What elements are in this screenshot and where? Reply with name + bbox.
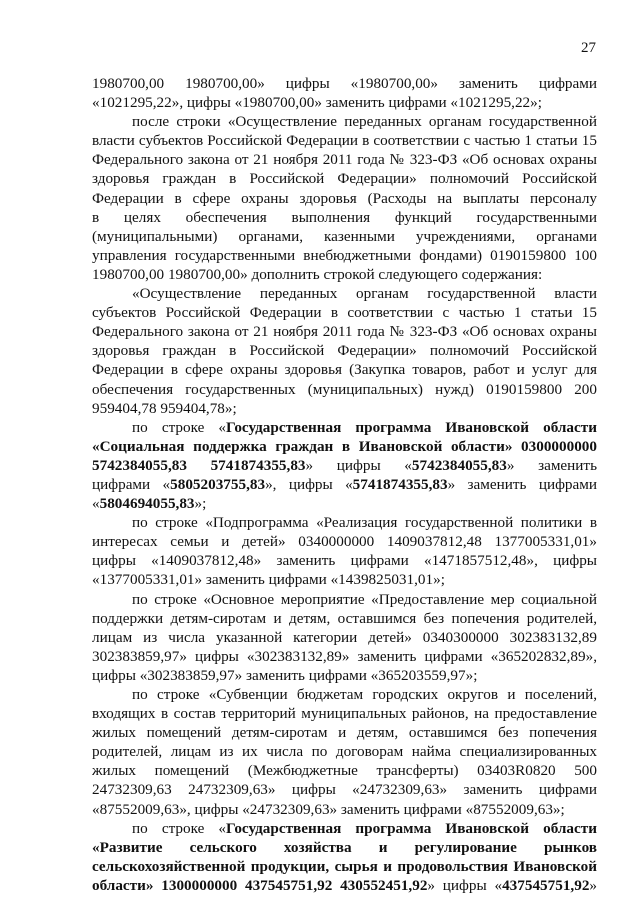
text-line: родителей, лицам из их числа по договорам найма специализированных [92,743,597,761]
text-line: после строки «Осуществление переданных органам государственной [132,113,597,131]
text-line: 1980700,00 1980700,00» цифры «1980700,00» заменить цифрами [92,75,597,92]
text-line: интересах семьи и детей» 0340000000 1409037812,48 1377005331,01» [92,533,597,551]
text-line: 24732309,63 24732309,63» цифры «24732309,63» заменить цифрами [92,781,597,799]
text-line: по строке «Подпрограмма «Реализация государственной политики в [132,514,597,532]
text-line: по строке «Государственная программа Ивановской области [132,819,597,837]
text-line: Федерального закона от 21 ноября 2011 года № 323-ФЗ «Об основах охраны [92,323,597,341]
text-line: «Развитие сельского хозяйства и регулирование рынков [92,838,597,856]
text-line: (муниципальными) органами, казенными учреждениями, органами [92,227,597,245]
text-line: 5742384055,83 5741874355,83» цифры «5742384055,83» заменить [92,456,597,474]
text-line: области» 1300000000 437545751,92 430552451,92» цифры «437545751,92» [92,876,597,894]
document-body [92,74,597,895]
text-line: цифры «1409037812,48» заменить цифрами «1471857512,48», цифры [92,552,597,570]
text-line: жилых помещений (Межбюджетные трансферты) 03403R0820 500 [92,762,597,780]
text-line: «Социальная поддержка граждан в Ивановской области» 0300000000 [92,437,597,455]
text-line: здоровья граждан в Российской Федерации» полномочий Российской [92,342,597,360]
text-line: власти субъектов Российской Федерации в соответствии с частью 1 статьи 15 [92,132,597,150]
text-line: цифры «302383859,97» заменить цифрами «365203559,97»; [92,666,478,684]
text-line: «Осуществление переданных органам государственной власти [132,285,597,303]
text-line: по строке «Субвенции бюджетам городских округов и поселений, [132,686,597,703]
text-line: субъектов Российской Федерации в соответствии с частью 1 статьи 15 [92,304,597,322]
text-line: жилых помещений детям-сиротам и детям, оставшимся без попечения [92,724,597,742]
text-line: Федерации в сфере охраны здоровья (Расходы на выплаты персоналу [92,189,597,207]
text-line: поддержки детям-сиротам и детям, оставшимся без попечения родителей, [92,609,597,627]
text-line: управления государственными внебюджетными фондами) 0190159800 100 [92,246,597,264]
text-line: «1021295,22», цифры «1980700,00» заменить цифрами «1021295,22»; [92,94,542,112]
text-line: 302383859,97» цифры «302383132,89» заменить цифрами «365202832,89», [92,647,597,665]
text-line: Федерации в сфере охраны здоровья (Закупка товаров, работ и услуг для [92,361,597,379]
text-line: лицам из числа указанной категории детей» 0340300000 302383132,89 [92,628,597,646]
text-line: «87552009,63», цифры «24732309,63» заменить цифрами «87552009,63»; [92,800,565,818]
text-line: «5804694055,83»; [92,495,207,513]
text-line: здоровья граждан в Российской Федерации» полномочий Российской [92,170,597,188]
text-line: обеспечения государственных (муниципальных) нужд) 0190159800 200 [92,380,597,398]
text-line: 1980700,00 1980700,00» дополнить строкой следующего содержания: [92,265,543,283]
text-line: по строке «Государственная программа Ивановской области [132,418,597,436]
text-line: сельскохозяйственной продукции, сырья и продовольствия Ивановской [92,857,597,875]
text-line: по строке «Основное мероприятие «Предоставление мер социальной [132,590,597,608]
text-line: цифрами «5805203755,83», цифры «5741874355,83» заменить цифрами [92,475,597,493]
text-line: входящих в состав территорий муниципальных районов, на предоставление [92,705,597,723]
text-line: в целях обеспечения выполнения функций государственными [92,208,597,226]
text-line: 959404,78 959404,78»; [92,399,237,417]
page-number: 27 [581,40,596,56]
text-line: Федерального закона от 21 ноября 2011 года № 323-ФЗ «Об основах охраны [92,151,597,169]
text-line: «1377005331,01» заменить цифрами «1439825031,01»; [92,571,445,589]
